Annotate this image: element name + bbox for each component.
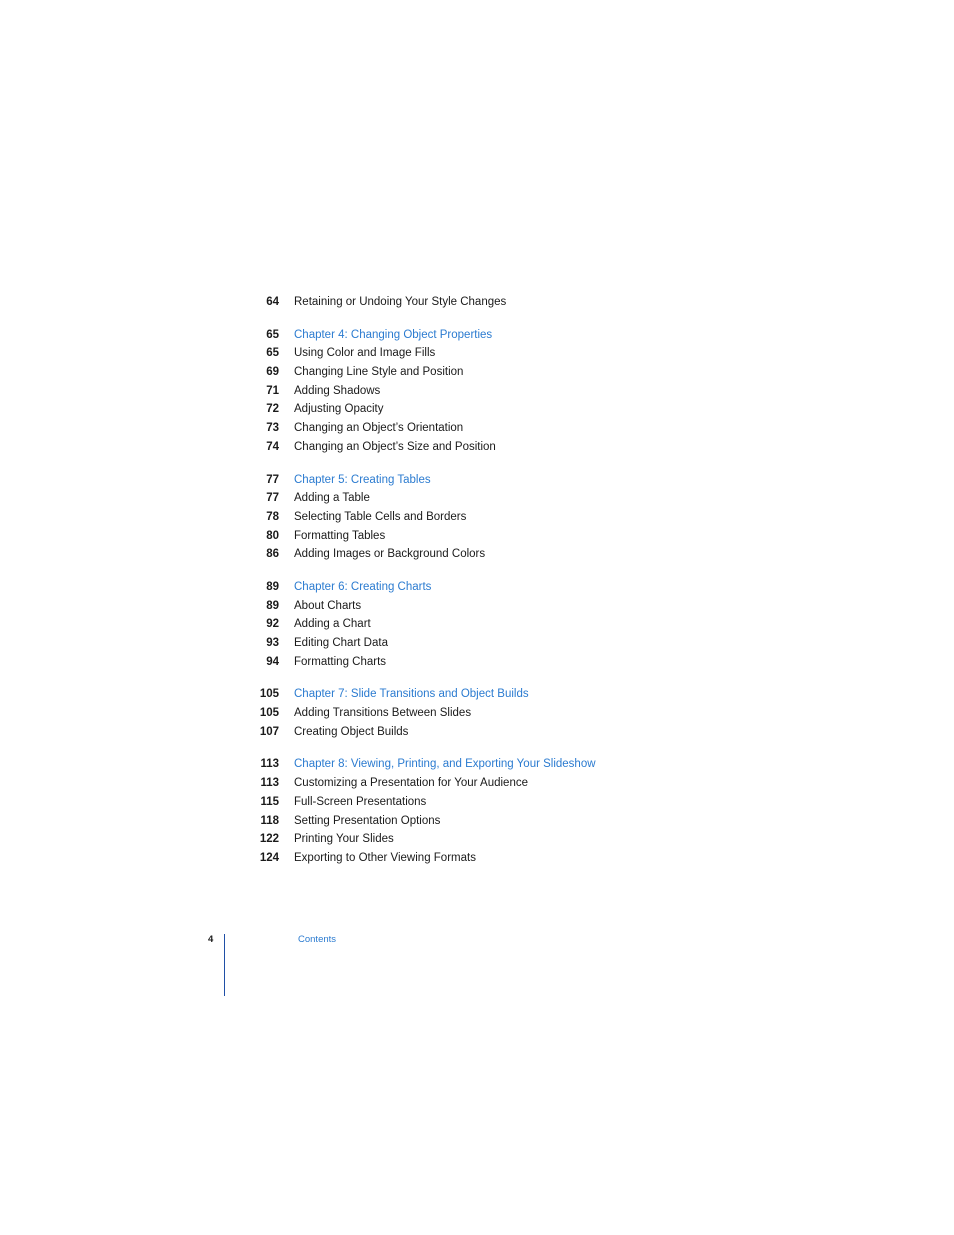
toc-entry[interactable] bbox=[0, 400, 954, 419]
toc-entry[interactable] bbox=[0, 774, 954, 793]
toc-entry[interactable] bbox=[0, 508, 954, 527]
toc-entry-title: Formatting Tables bbox=[294, 529, 386, 542]
footer-section-label: Contents bbox=[298, 934, 337, 945]
toc-entry[interactable] bbox=[0, 615, 954, 634]
toc-page-number: 113 bbox=[260, 758, 279, 771]
toc-entry-title: Creating Object Builds bbox=[294, 725, 409, 738]
toc-page-number: 107 bbox=[259, 725, 279, 738]
toc-section bbox=[0, 685, 954, 741]
toc-entry-title: Adding Images or Background Colors bbox=[294, 548, 486, 561]
toc-page-number: 93 bbox=[266, 637, 279, 649]
toc-entry-title: Setting Presentation Options bbox=[294, 814, 441, 827]
toc-entry-title: Changing an Object’s Size and Position bbox=[294, 440, 496, 453]
toc-section bbox=[0, 293, 954, 312]
toc-page-number: 122 bbox=[259, 833, 279, 846]
toc-entry-title: Formatting Charts bbox=[294, 655, 387, 668]
toc-entry-title: Exporting to Other Viewing Formats bbox=[294, 851, 476, 864]
toc-page-number: 65 bbox=[266, 347, 279, 360]
toc-page-number: 124 bbox=[259, 851, 279, 864]
toc-chapter-link[interactable]: Chapter 6: Creating Charts bbox=[294, 580, 432, 593]
toc-entry-title: Full-Screen Presentations bbox=[294, 795, 427, 808]
toc-entry[interactable] bbox=[0, 527, 954, 546]
toc-page-number: 89 bbox=[266, 580, 279, 593]
toc-entry-title: Adding a Table bbox=[294, 492, 370, 505]
toc-entry[interactable] bbox=[0, 545, 954, 564]
toc-entry-title: Adding a Chart bbox=[294, 618, 371, 631]
toc-entry-title: Changing Line Style and Position bbox=[294, 366, 464, 379]
toc-page-number: 65 bbox=[266, 328, 279, 341]
toc-section bbox=[0, 578, 954, 671]
toc-page-number: 74 bbox=[266, 440, 279, 453]
toc-entry-title: Adding Transitions Between Slides bbox=[294, 707, 472, 720]
toc-entry[interactable] bbox=[0, 489, 954, 508]
toc-chapter-heading[interactable] bbox=[0, 326, 954, 345]
toc-page-number: 78 bbox=[266, 510, 279, 523]
toc-entry[interactable] bbox=[0, 382, 954, 401]
toc-chapter-link[interactable]: Chapter 4: Changing Object Properties bbox=[294, 328, 493, 341]
toc-entry-title: Changing an Object’s Orientation bbox=[294, 422, 464, 435]
toc-entry[interactable] bbox=[0, 830, 954, 849]
toc-entry-title: Retaining or Undoing Your Style Changes bbox=[294, 296, 507, 308]
toc-entry-title: Adding Shadows bbox=[294, 384, 381, 397]
toc-entry[interactable] bbox=[0, 812, 954, 831]
toc-entry[interactable] bbox=[0, 793, 954, 812]
toc-entry[interactable] bbox=[0, 438, 954, 457]
toc-chapter-link[interactable]: Chapter 8: Viewing, Printing, and Exporting Your Slideshow bbox=[294, 758, 596, 771]
toc-entry[interactable] bbox=[0, 293, 954, 312]
toc-chapter-heading[interactable] bbox=[0, 471, 954, 490]
toc-entry-title: Adjusting Opacity bbox=[294, 403, 384, 416]
toc-entry[interactable] bbox=[0, 653, 954, 672]
toc-entry-title: Selecting Table Cells and Borders bbox=[294, 510, 467, 523]
toc-entry[interactable] bbox=[0, 704, 954, 723]
toc-entry[interactable] bbox=[0, 363, 954, 382]
toc-page-number: 80 bbox=[266, 529, 279, 542]
toc-page-number: 73 bbox=[266, 422, 279, 435]
toc-page-number: 94 bbox=[266, 655, 279, 668]
toc-page-number: 64 bbox=[266, 296, 279, 308]
toc-entry-title: About Charts bbox=[294, 599, 362, 612]
toc-section bbox=[0, 326, 954, 457]
toc-entry-title: Editing Chart Data bbox=[294, 637, 388, 649]
toc-page-number: 72 bbox=[266, 403, 279, 416]
toc-page-number: 105 bbox=[259, 707, 279, 720]
toc-entry[interactable] bbox=[0, 849, 954, 868]
toc-page-number: 77 bbox=[266, 473, 279, 486]
toc-page-number: 118 bbox=[260, 814, 279, 827]
toc-entry-title: Printing Your Slides bbox=[294, 833, 394, 846]
toc-section bbox=[0, 755, 954, 867]
toc-page-number: 77 bbox=[266, 492, 279, 505]
toc-page-number: 69 bbox=[266, 366, 279, 379]
table-of-contents bbox=[0, 293, 954, 882]
toc-page-number: 86 bbox=[266, 548, 279, 561]
toc-entry[interactable] bbox=[0, 419, 954, 438]
footer-page-number: 4 bbox=[208, 934, 214, 945]
toc-chapter-heading[interactable] bbox=[0, 578, 954, 597]
toc-entry-title: Customizing a Presentation for Your Audience bbox=[294, 777, 528, 790]
toc-chapter-heading[interactable] bbox=[0, 685, 954, 704]
toc-page-number: 115 bbox=[260, 795, 279, 808]
toc-entry[interactable] bbox=[0, 597, 954, 616]
footer-rule bbox=[224, 934, 225, 996]
toc-section bbox=[0, 471, 954, 564]
toc-page-number: 71 bbox=[266, 384, 279, 397]
toc-page-number: 89 bbox=[266, 599, 279, 612]
toc-page-number: 105 bbox=[259, 688, 279, 701]
toc-chapter-heading[interactable] bbox=[0, 755, 954, 774]
toc-entry[interactable] bbox=[0, 634, 954, 653]
toc-page-number: 113 bbox=[260, 777, 279, 790]
toc-entry[interactable] bbox=[0, 723, 954, 742]
toc-chapter-link[interactable]: Chapter 5: Creating Tables bbox=[294, 473, 431, 486]
toc-chapter-link[interactable]: Chapter 7: Slide Transitions and Object Builds bbox=[294, 688, 529, 701]
toc-entry[interactable] bbox=[0, 344, 954, 363]
toc-page-number: 92 bbox=[266, 618, 279, 631]
toc-entry-title: Using Color and Image Fills bbox=[294, 347, 436, 360]
